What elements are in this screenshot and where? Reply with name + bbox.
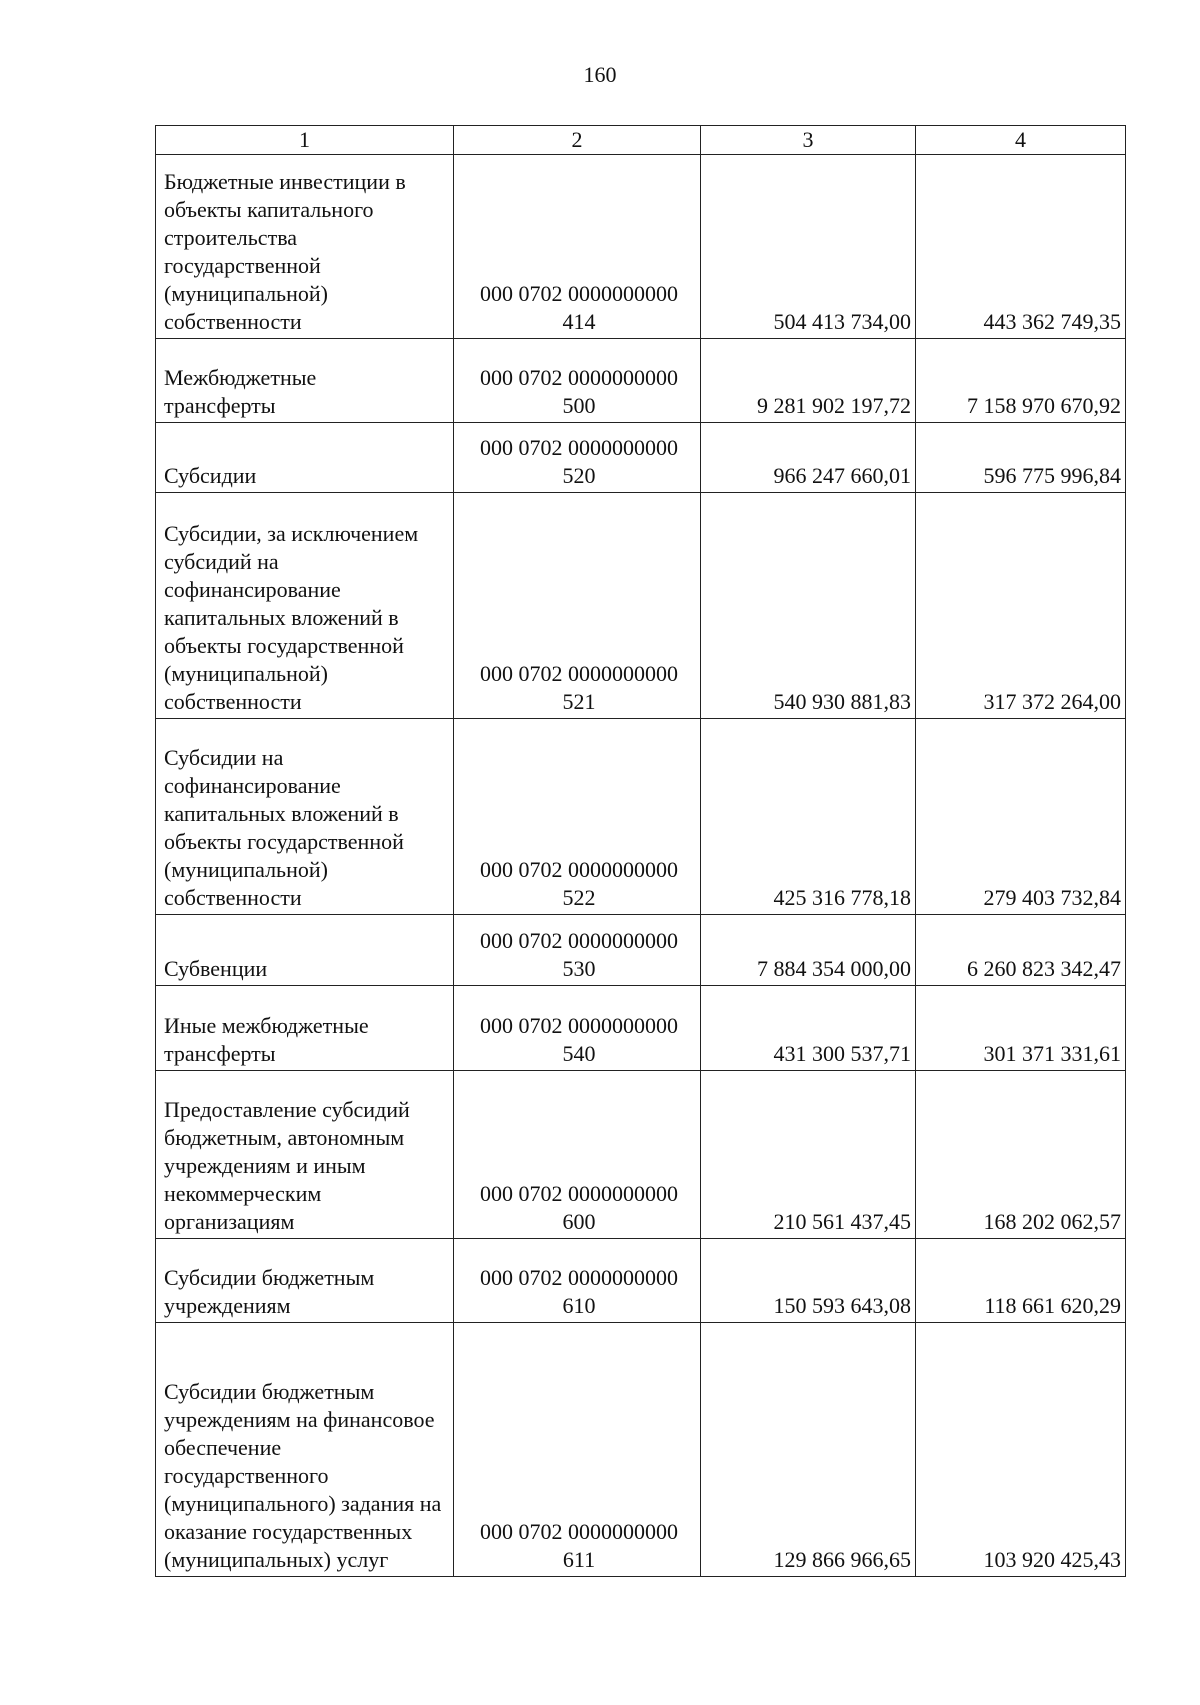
row-value-col3: 7 884 354 000,00 <box>701 915 916 986</box>
row-code <box>454 155 701 339</box>
row-code-prefix: 000 0702 0000000000 <box>480 1013 678 1038</box>
row-code-suffix: 530 <box>562 956 596 981</box>
row-code-prefix: 000 0702 0000000000 <box>480 661 678 686</box>
header-col-3: 3 <box>701 126 916 155</box>
row-code-suffix: 611 <box>562 1547 596 1572</box>
row-value-col3: 129 866 966,65 <box>701 1323 916 1577</box>
row-code-prefix: 000 0702 0000000000 <box>480 1519 678 1544</box>
row-code <box>454 915 701 986</box>
row-code-suffix: 414 <box>562 309 596 334</box>
row-name: Субсидии, за исключением субсидий на софинансирование капитальных вложений в объекты государственной (муниципальной) собственности <box>156 493 454 719</box>
row-code <box>454 1323 701 1577</box>
row-code <box>454 493 701 719</box>
row-code-prefix: 000 0702 0000000000 <box>480 435 678 460</box>
row-value-col3: 966 247 660,01 <box>701 423 916 493</box>
table-row <box>156 1071 1126 1239</box>
row-code-suffix: 521 <box>562 689 596 714</box>
row-code <box>454 719 701 915</box>
table-row <box>156 1323 1126 1577</box>
row-code-prefix: 000 0702 0000000000 <box>480 281 678 306</box>
table-row <box>156 339 1126 423</box>
row-code-suffix: 500 <box>562 393 596 418</box>
row-code <box>454 1239 701 1323</box>
row-value-col3: 540 930 881,83 <box>701 493 916 719</box>
row-value-col3: 210 561 437,45 <box>701 1071 916 1239</box>
row-name: Субсидии бюджетным учреждениям <box>156 1239 454 1323</box>
row-code <box>454 339 701 423</box>
budget-table <box>155 125 1126 1577</box>
row-code-suffix: 600 <box>562 1209 596 1234</box>
row-value-col3: 150 593 643,08 <box>701 1239 916 1323</box>
row-value-col3: 504 413 734,00 <box>701 155 916 339</box>
row-value-col3: 9 281 902 197,72 <box>701 339 916 423</box>
row-value-col4: 168 202 062,57 <box>916 1071 1126 1239</box>
row-value-col4: 301 371 331,61 <box>916 986 1126 1071</box>
row-name: Субвенции <box>156 915 454 986</box>
header-col-2: 2 <box>454 126 701 155</box>
table-row <box>156 915 1126 986</box>
row-code-prefix: 000 0702 0000000000 <box>480 857 678 882</box>
row-value-col3: 425 316 778,18 <box>701 719 916 915</box>
row-value-col4: 279 403 732,84 <box>916 719 1126 915</box>
table-row <box>156 986 1126 1071</box>
table-row <box>156 423 1126 493</box>
row-name: Предоставление субсидий бюджетным, автономным учреждениям и иным некоммерческим организациям <box>156 1071 454 1239</box>
row-name: Субсидии на софинансирование капитальных вложений в объекты государственной (муниципальной) собственности <box>156 719 454 915</box>
table-row <box>156 719 1126 915</box>
row-name: Межбюджетные трансферты <box>156 339 454 423</box>
row-code-prefix: 000 0702 0000000000 <box>480 928 678 953</box>
row-code-prefix: 000 0702 0000000000 <box>480 365 678 390</box>
row-value-col4: 7 158 970 670,92 <box>916 339 1126 423</box>
row-code <box>454 986 701 1071</box>
row-code-suffix: 540 <box>562 1041 596 1066</box>
header-col-1: 1 <box>156 126 454 155</box>
row-value-col4: 6 260 823 342,47 <box>916 915 1126 986</box>
row-value-col4: 118 661 620,29 <box>916 1239 1126 1323</box>
row-value-col4: 317 372 264,00 <box>916 493 1126 719</box>
row-code <box>454 1071 701 1239</box>
row-name: Бюджетные инвестиции в объекты капитального строительства государственной (муниципальной) собственности <box>156 155 454 339</box>
page-number: 160 <box>583 62 617 87</box>
row-name: Субсидии бюджетным учреждениям на финансовое обеспечение государственного (муниципального) задания на оказание государственных (муниципальных) услуг <box>156 1323 454 1577</box>
row-code-prefix: 000 0702 0000000000 <box>480 1181 678 1206</box>
header-col-4: 4 <box>916 126 1126 155</box>
table-header-row <box>156 126 1126 155</box>
table-row <box>156 493 1126 719</box>
row-code-suffix: 522 <box>562 885 596 910</box>
row-code-suffix: 520 <box>562 463 596 488</box>
row-code-prefix: 000 0702 0000000000 <box>480 1265 678 1290</box>
table-row <box>156 155 1126 339</box>
row-name: Иные межбюджетные трансферты <box>156 986 454 1071</box>
row-name: Субсидии <box>156 423 454 493</box>
row-value-col4: 596 775 996,84 <box>916 423 1126 493</box>
row-code-suffix: 610 <box>562 1293 596 1318</box>
row-value-col4: 103 920 425,43 <box>916 1323 1126 1577</box>
row-value-col4: 443 362 749,35 <box>916 155 1126 339</box>
row-code <box>454 423 701 493</box>
row-value-col3: 431 300 537,71 <box>701 986 916 1071</box>
table-row <box>156 1239 1126 1323</box>
